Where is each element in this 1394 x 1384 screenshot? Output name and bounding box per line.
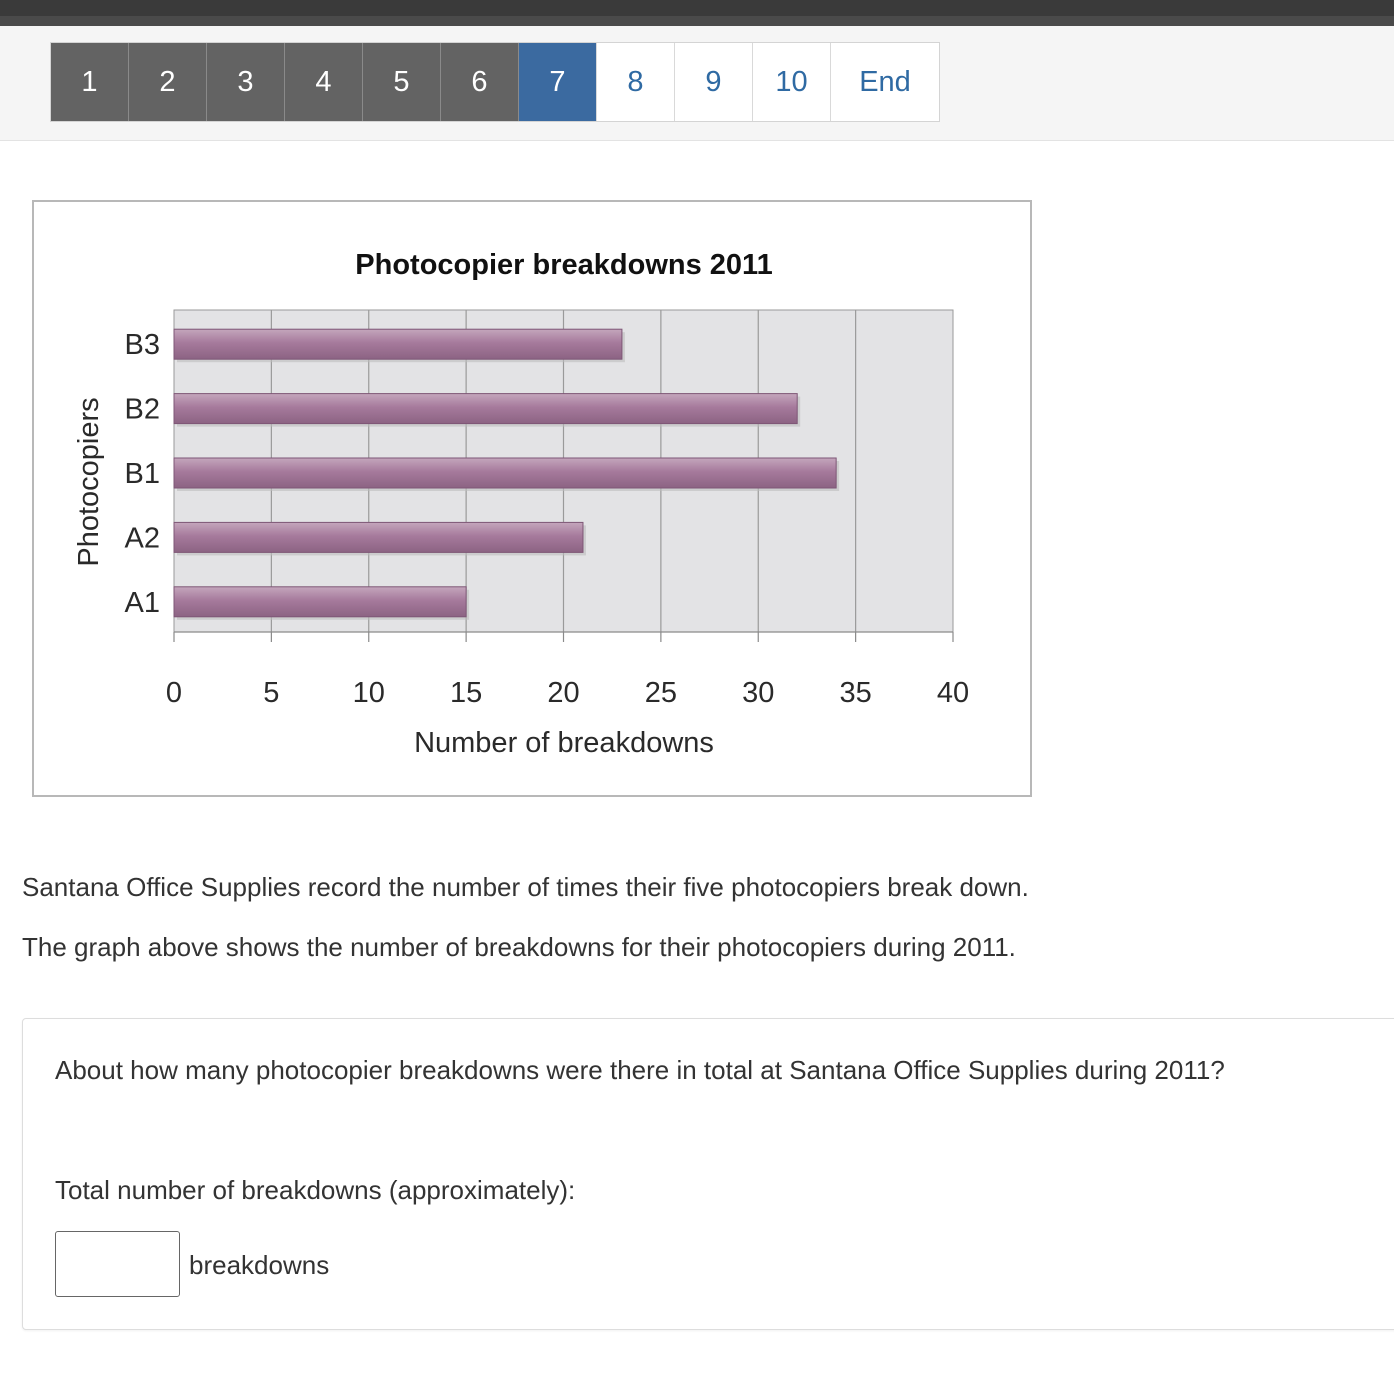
- x-tick-label: 30: [742, 677, 775, 709]
- intro-paragraph: Santana Office Supplies record the number of times their five photocopiers break down.: [22, 872, 1029, 902]
- y-category-label: B3: [124, 329, 160, 362]
- bar-a1: [174, 587, 466, 617]
- page-button-4[interactable]: 4: [285, 43, 363, 121]
- bar-b3: [174, 329, 622, 359]
- page-button-2[interactable]: 2: [129, 43, 207, 121]
- x-tick-label: 20: [547, 677, 580, 709]
- x-tick-label: 15: [449, 677, 483, 709]
- y-category-label: B1: [124, 458, 160, 490]
- answer-label: Total number of breakdowns (approximately):: [55, 1175, 576, 1205]
- page-button-1[interactable]: 1: [51, 43, 129, 121]
- unit-label: breakdowns: [189, 1250, 330, 1280]
- bar-chart: [34, 202, 1030, 795]
- y-category-label: A2: [124, 522, 160, 555]
- x-tick-label: 10: [352, 677, 385, 709]
- page-button-8[interactable]: 8: [597, 43, 675, 121]
- chart-title: Photocopier breakdowns 2011: [355, 249, 773, 281]
- y-category-label: B2: [124, 393, 160, 426]
- graph-description: The graph above shows the number of breakdowns for their photocopiers during 2011.: [22, 932, 1016, 962]
- x-axis-title: Number of breakdowns: [414, 727, 714, 759]
- question-pagination: [50, 42, 940, 122]
- page-button-7[interactable]: 7: [519, 43, 597, 121]
- page-button-9[interactable]: 9: [675, 43, 753, 121]
- x-tick-label: 35: [839, 677, 872, 709]
- y-category-label: A1: [124, 586, 160, 619]
- top-bar-stripe: [0, 16, 1394, 26]
- bar-a2: [174, 522, 583, 552]
- page-button-10[interactable]: 10: [753, 43, 831, 121]
- x-tick-label: 5: [263, 677, 280, 709]
- page-button-6[interactable]: 6: [441, 43, 519, 121]
- chart-figure: [32, 200, 1032, 797]
- answer-input[interactable]: [55, 1231, 180, 1297]
- x-tick-label: 0: [165, 677, 183, 709]
- page-button-5[interactable]: 5: [363, 43, 441, 121]
- x-tick-label: 40: [936, 677, 970, 709]
- question-card: [22, 1018, 1394, 1330]
- question-text: About how many photocopier breakdowns were there in total at Santana Office Supplies during 2011?: [55, 1055, 1225, 1085]
- end-button[interactable]: End: [831, 43, 939, 121]
- bar-b1: [174, 458, 836, 488]
- x-tick-label: 25: [644, 677, 678, 709]
- page-button-3[interactable]: 3: [207, 43, 285, 121]
- bar-b2: [174, 394, 797, 424]
- top-bar: [0, 0, 1394, 26]
- y-axis-title: Photocopiers: [73, 397, 105, 567]
